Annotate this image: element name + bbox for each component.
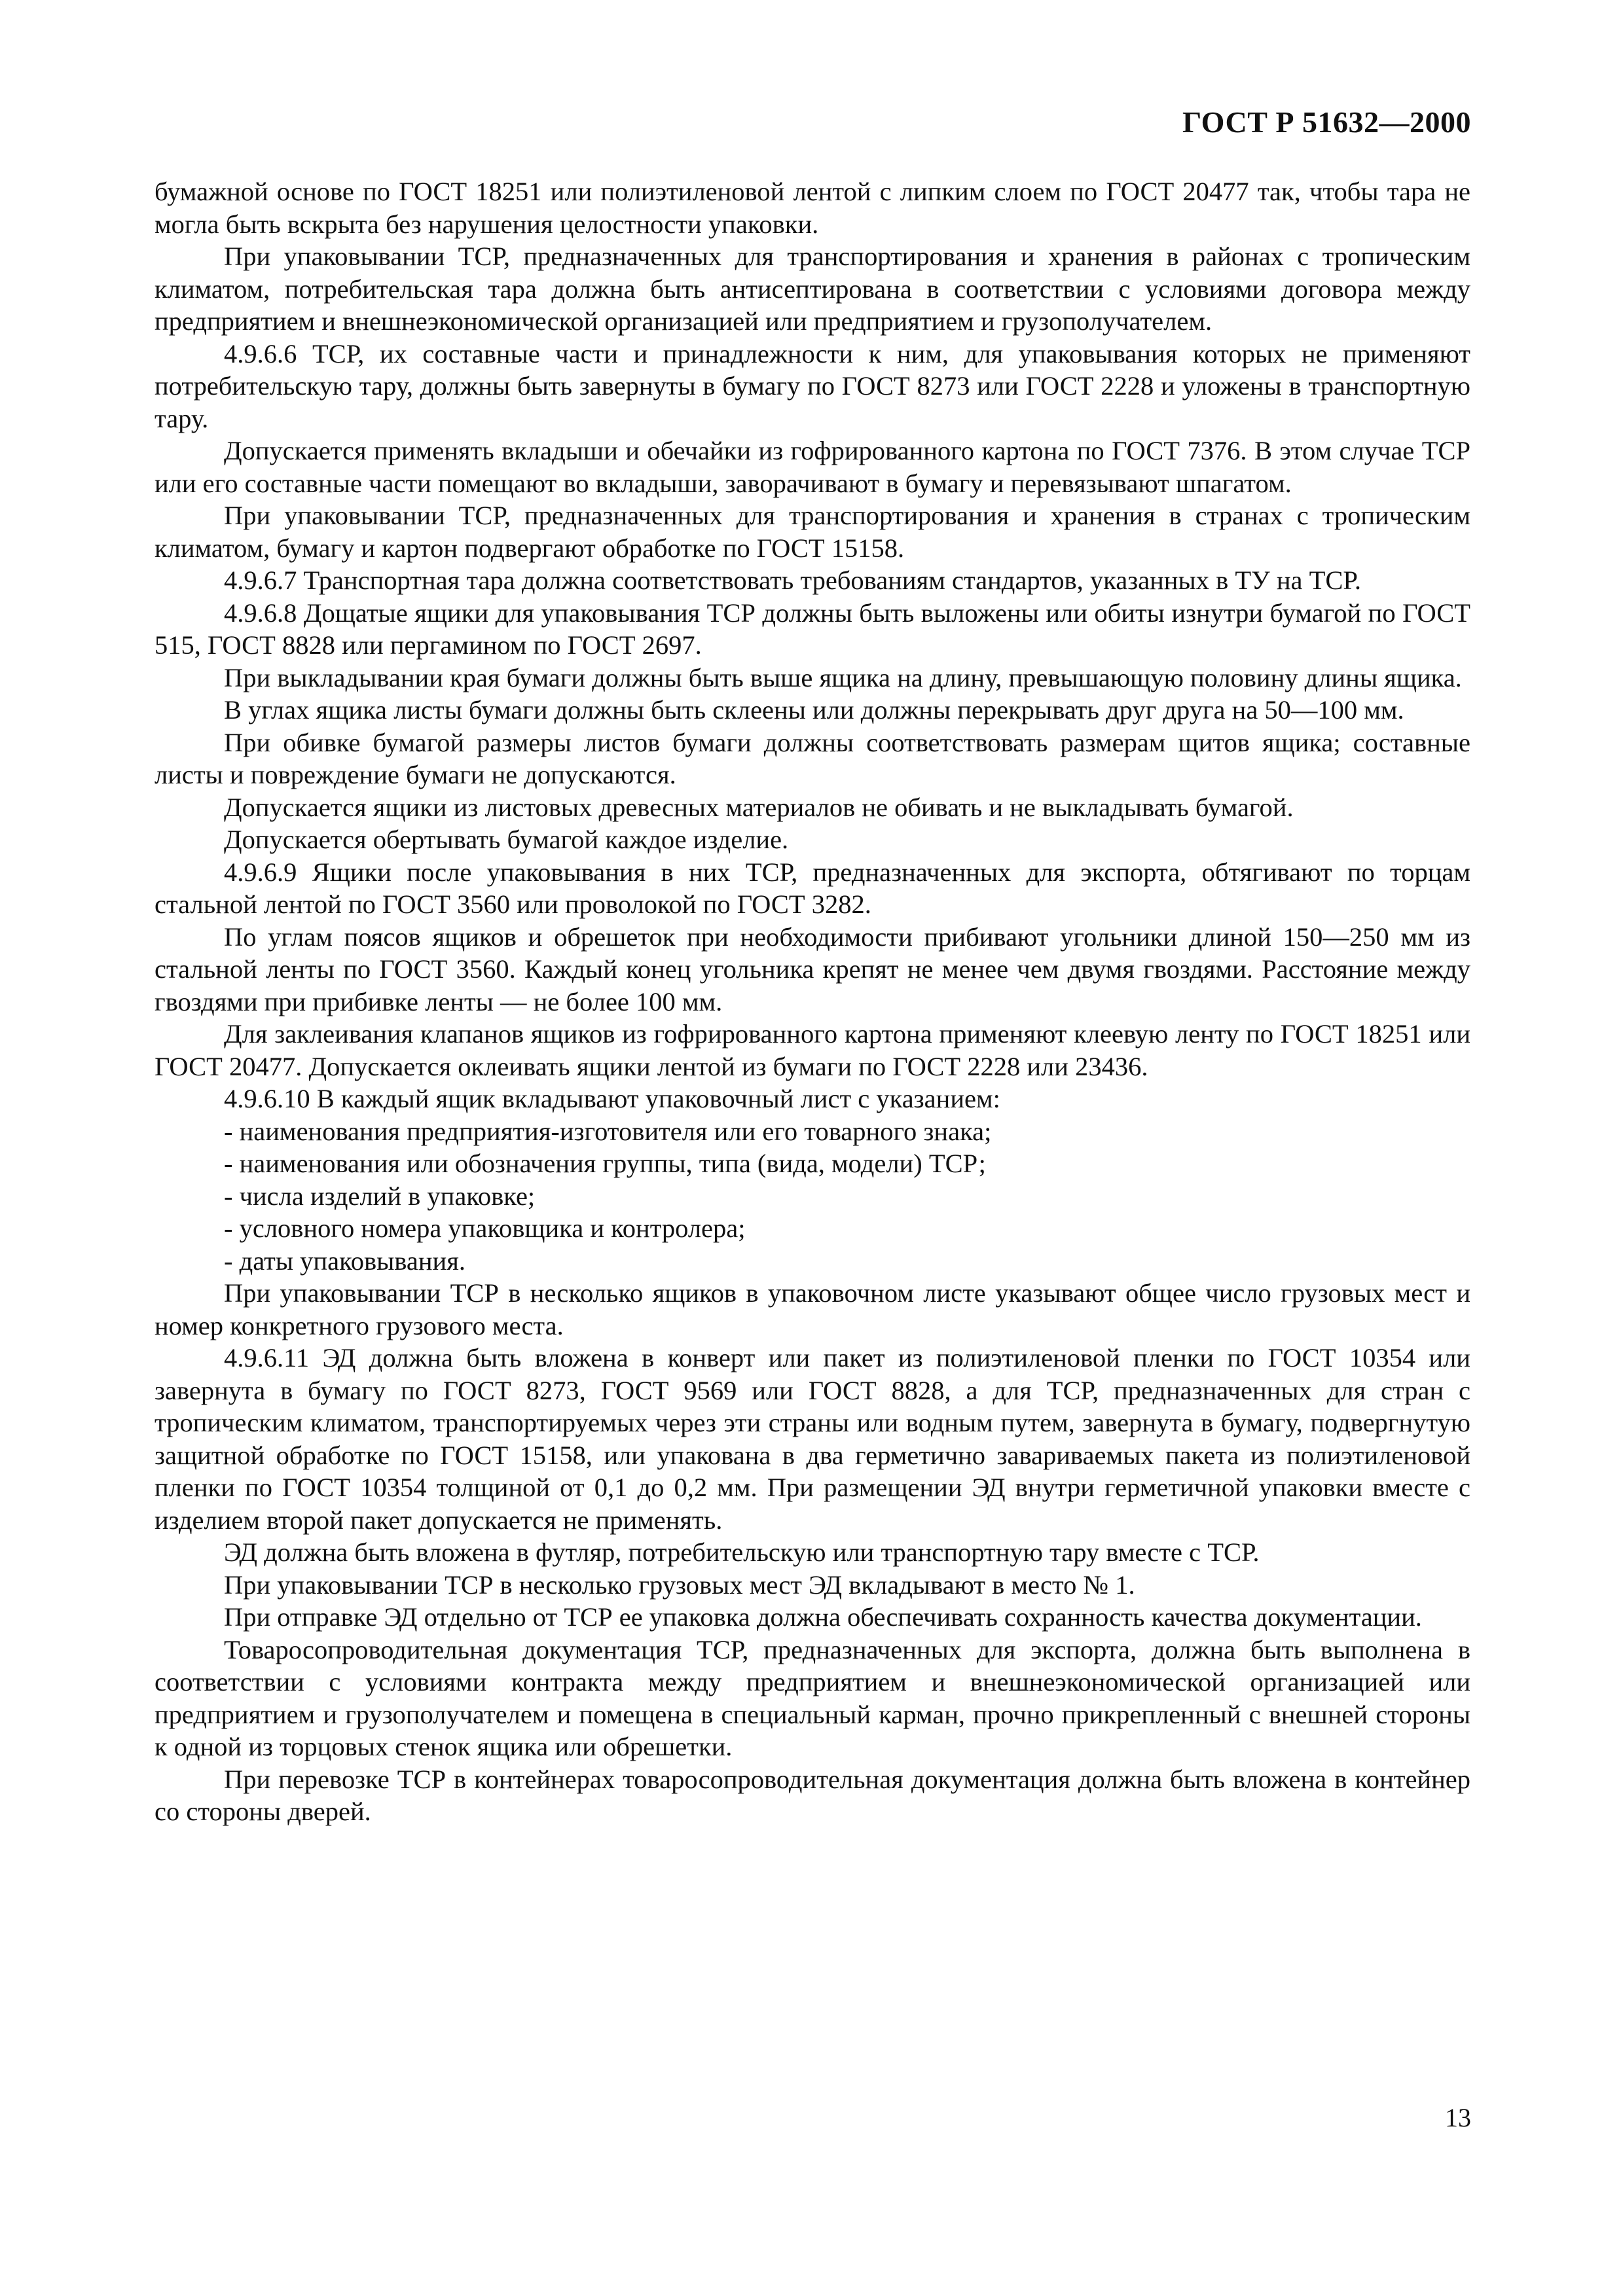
- paragraph: бумажной основе по ГОСТ 18251 или полиэтиленовой лентой с липким слоем по ГОСТ 20477 так, чтобы тара не могла быть вскрыта без нарушения целостности упаковки.: [155, 177, 1470, 239]
- paragraph: По углам поясов ящиков и обрешеток при необходимости прибивают угольники длиной 150—250 мм из стальной ленты по ГОСТ 3560. Каждый конец угольника крепят не менее чем двумя гвоздями. Расстояние между гвоздями при прибивке ленты — не более 100 мм.: [155, 922, 1470, 1016]
- paragraph: При перевозке ТСР в контейнерах товаросопроводительная документация должна быть вложена в контейнер со стороны дверей.: [155, 1764, 1470, 1826]
- paragraph: Товаросопроводительная документация ТСР, предназначенных для экспорта, должна быть выполнена в соответствии с условиями контракта между предприятием и внешнеэкономической организацией или предприятием и грузополучателем и помещена в специальный карман, прочно прикрепленный с внешней стороны к одной из торцовых стенок ящика или обрешетки.: [155, 1634, 1470, 1761]
- paragraph: Для заклеивания клапанов ящиков из гофрированного картона применяют клеевую ленту по ГОСТ 18251 или ГОСТ 20477. Допускается оклеивать ящики лентой из бумаги по ГОСТ 2228 или 23436.: [155, 1019, 1470, 1081]
- paragraph: При обивке бумагой размеры листов бумаги должны соответствовать размерам щитов ящика; составные листы и повреждение бумаги не допускаются.: [155, 727, 1470, 789]
- paragraph: 4.9.6.9 Ящики после упаковывания в них ТСР, предназначенных для экспорта, обтягивают по торцам стальной лентой по ГОСТ 3560 или проволокой по ГОСТ 3282.: [155, 857, 1470, 919]
- paragraph: 4.9.6.6 ТСР, их составные части и принадлежности к ним, для упаковывания которых не применяют потребительскую тару, должны быть завернуты в бумагу по ГОСТ 8273 или ГОСТ 2228 и уложены в транспортную тару.: [155, 338, 1470, 433]
- paragraph: При упаковывании ТСР, предназначенных для транспортирования и хранения в районах с тропическим климатом, потребительская тара должна быть антисептирована в соответствии с условиями договора между предприятием и внешнеэкономической организацией или предприятием и грузополучателем.: [155, 242, 1470, 336]
- paragraph: При отправке ЭД отдельно от ТСР ее упаковка должна обеспечивать сохранность качества документации.: [224, 1602, 1422, 1632]
- paragraph: При упаковывании ТСР в несколько грузовых мест ЭД вкладывают в место № 1.: [224, 1570, 1135, 1600]
- document-body: [155, 175, 1470, 1828]
- page-header-standard-number: ГОСТ Р 51632—2000: [1182, 105, 1471, 139]
- paragraph: 4.9.6.8 Дощатые ящики для упаковывания ТСР должны быть выложены или обиты изнутри бумагой по ГОСТ 515, ГОСТ 8828 или пергамином по ГОСТ 2697.: [155, 598, 1470, 660]
- paragraph: При упаковывании ТСР в несколько ящиков в упаковочном листе указывают общее число грузовых мест и номер конкретного грузового места.: [155, 1278, 1470, 1340]
- paragraph: - наименования предприятия-изготовителя или его товарного знака;: [224, 1116, 992, 1146]
- paragraph: Допускается применять вкладыши и обечайки из гофрированного картона по ГОСТ 7376. В этом случае ТСР или его составные части помещают во вкладыши, заворачивают в бумагу и перевязывают шпагатом.: [155, 436, 1470, 498]
- paragraph: - наименования или обозначения группы, типа (вида, модели) ТСР;: [224, 1149, 986, 1178]
- paragraph: 4.9.6.7 Транспортная тара должна соответствовать требованиям стандартов, указанных в ТУ на ТСР.: [224, 565, 1361, 595]
- paragraph: - условного номера упаковщика и контролера;: [224, 1213, 746, 1243]
- paragraph: Допускается обертывать бумагой каждое изделие.: [224, 825, 789, 854]
- paragraph: В углах ящика листы бумаги должны быть склеены или должны перекрывать друг друга на 50—100 мм.: [224, 695, 1404, 725]
- paragraph: - даты упаковывания.: [224, 1246, 465, 1276]
- paragraph: 4.9.6.11 ЭД должна быть вложена в конверт или пакет из полиэтиленовой пленки по ГОСТ 10354 или завернута в бумагу по ГОСТ 8273, ГОСТ 9569 или ГОСТ 8828, а для ТСР, предназначенных для стран с тропическим климатом, транспортируемых через эти страны или водным путем, завернута в бумагу, подвергнутую защитной обработке по ГОСТ 15158, или упакована в два герметично завариваемых пакета из полиэтиленовой пленки по ГОСТ 10354 толщиной от 0,1 до 0,2 мм. При размещении ЭД внутри герметичной упаковки вместе с изделием второй пакет допускается не применять.: [155, 1343, 1470, 1535]
- paragraph: При выкладывании края бумаги должны быть выше ящика на длину, превышающую половину длины ящика.: [224, 662, 1462, 692]
- paragraph: ЭД должна быть вложена в футляр, потребительскую или транспортную тару вместе с ТСР.: [224, 1537, 1260, 1567]
- paragraph: - числа изделий в упаковке;: [224, 1181, 536, 1211]
- paragraph: 4.9.6.10 В каждый ящик вкладывают упаковочный лист с указанием:: [224, 1084, 1000, 1113]
- page-number: 13: [1445, 2103, 1471, 2132]
- paragraph: Допускается ящики из листовых древесных материалов не обивать и не выкладывать бумагой.: [224, 792, 1294, 822]
- paragraph: При упаковывании ТСР, предназначенных для транспортирования и хранения в странах с тропическим климатом, бумагу и картон подвергают обработке по ГОСТ 15158.: [155, 501, 1470, 563]
